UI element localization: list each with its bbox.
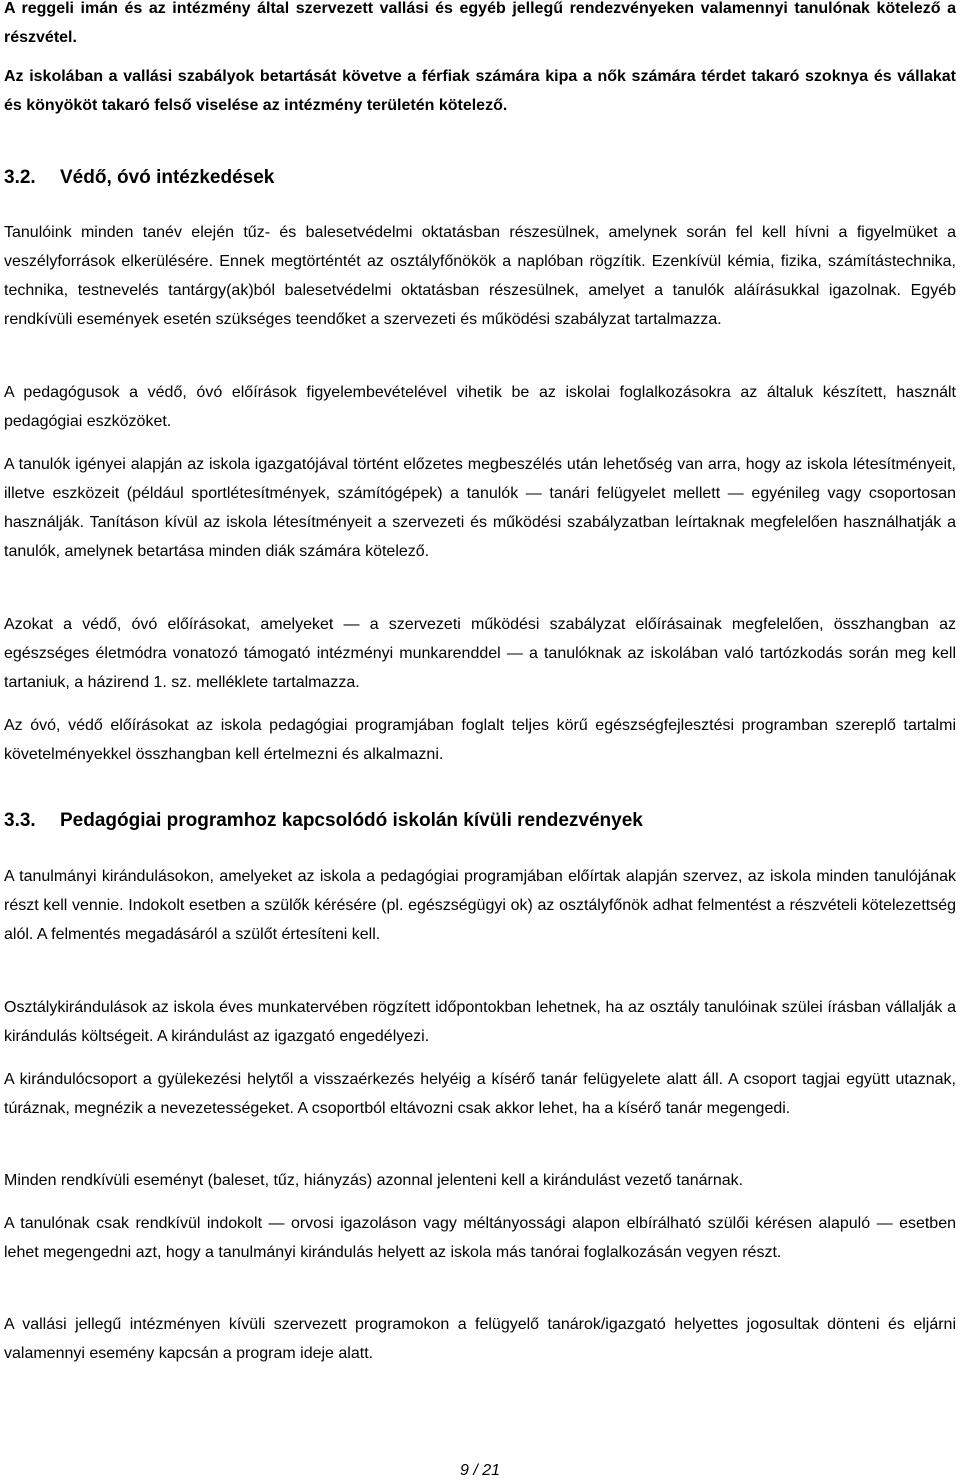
paragraph-class-trips: Osztálykirándulások az iskola éves munkatervében rögzített időpontokban lehetnek, ha az osztály tanulóinak szülei írásban vállalják a kirándulás költségeit. A kirándulást az igazgató engedélyezi.: [4, 999, 956, 1045]
paragraph-religious-programs: A vallási jellegű intézményen kívüli szervezett programokon a felügyelő tanárok/igazgató helyettes jogosultak dönteni és eljárni valamennyi esemény kapcsán a program ideje alatt.: [4, 1316, 956, 1362]
section-heading-3-3: [4, 809, 956, 833]
paragraph-facility-use: A tanulók igényei alapján az iskola igazgatójával történt előzetes megbeszélés után lehetőség van arra, hogy az iskola létesítményeit, illetve eszközeit (például sportlétesítmények, számítógépek) a tanulók — tanári felügyelet mellett — egyénileg vagy csoportosan használják. Tanításon kívül az iskola létesítményeit a szervezeti és működési szabályzatban leírtaknak megfelelően használhatják a tanulók, amelynek betartása minden diák számára kötelező.: [4, 456, 956, 560]
section-title: Védő, óvó intézkedések: [60, 167, 275, 188]
section-number: 3.3.: [4, 810, 36, 831]
paragraph-safety-training: Tanulóink minden tanév elején tűz- és balesetvédelmi oktatásban részesülnek, amelynek során fel kell hívni a figyelmüket a veszélyforrások elkerülésére. Ennek megtörténtét az osztályfőnökök a naplóban rögzítik. Ezenkívül kémia, fizika, számítástechnika, technika, testnevelés tantárgy(ak)ból balesetvédelmi oktatásban részesülnek, amelyet a tanulók aláírásukkal igazolnak. Egyéb rendkívüli események esetén szükséges teendőket a szervezeti és működési szabályzat tartalmazza.: [4, 224, 956, 328]
paragraph-dress-code: Az iskolában a vallási szabályok betartását követve a férfiak számára kipa a nők számára térdet takaró szoknya és vállakat és könyököt takaró felső viselése az intézmény területén kötelező.: [4, 68, 956, 114]
paragraph-trip-exemption: A tanulónak csak rendkívül indokolt — orvosi igazoláson vagy méltányossági alapon elbírálható szülői kérésen alapuló — esetben lehet megengedni azt, hogy a tanulmányi kirándulás helyett az iskola más tanórai foglalkozásán vegyen részt.: [4, 1215, 956, 1261]
paragraph-health-program: Az óvó, védő előírásokat az iskola pedagógiai programjában foglalt teljes körű egészségfejlesztési programban szereplő tartalmi követelményekkel összhangban kell értelmezni és alkalmazni.: [4, 717, 956, 763]
paragraph-study-trips: A tanulmányi kirándulásokon, amelyeket az iskola a pedagógiai programjában előírtak alapján szervez, az iskola minden tanulójának részt kell vennie. Indokolt esetben a szülők kérésére (pl. egészségügyi ok) az osztályfőnök adhat felmentést a részvételi kötelezettség alól. A felmentés megadásáról a szülőt értesíteni kell.: [4, 868, 956, 943]
paragraph-teacher-tools: A pedagógusok a védő, óvó előírások figyelembevételével vihetik be az iskolai foglalkozásokra az általuk készített, használt pedagógiai eszközöket.: [4, 384, 956, 430]
page-number: 9 / 21: [459, 1462, 501, 1479]
section-heading-3-2: [4, 166, 956, 190]
paragraph-protective-rules: Azokat a védő, óvó előírásokat, amelyeket — a szervezeti működési szabályzat előírásainak megfelelően, összhangban az egészséges életmódra vonatozó támogató intézményi munkarenddel — a tanulóknak az iskolában való tartózkodás során meg kell tartaniuk, a házirend 1. sz. melléklete tartalmazza.: [4, 616, 956, 691]
section-number: 3.2.: [4, 167, 36, 188]
paragraph-religious-events: A reggeli imán és az intézmény által szervezett vallási és egyéb jellegű rendezvényeken valamennyi tanulónak kötelező a részvétel.: [4, 0, 956, 46]
section-title: Pedagógiai programhoz kapcsolódó iskolán kívüli rendezvények: [60, 810, 643, 831]
paragraph-trip-supervision: A kirándulócsoport a gyülekezési helytől a visszaérkezés helyéig a kísérő tanár felügyelete alatt áll. A csoport tagjai együtt utaznak, túráznak, megnézik a nevezetességeket. A csoportból eltávozni csak akkor lehet, ha a kísérő tanár megengedi.: [4, 1071, 956, 1117]
paragraph-emergency-reporting: Minden rendkívüli eseményt (baleset, tűz, hiányzás) azonnal jelenteni kell a kirándulást vezető tanárnak.: [4, 1172, 744, 1189]
